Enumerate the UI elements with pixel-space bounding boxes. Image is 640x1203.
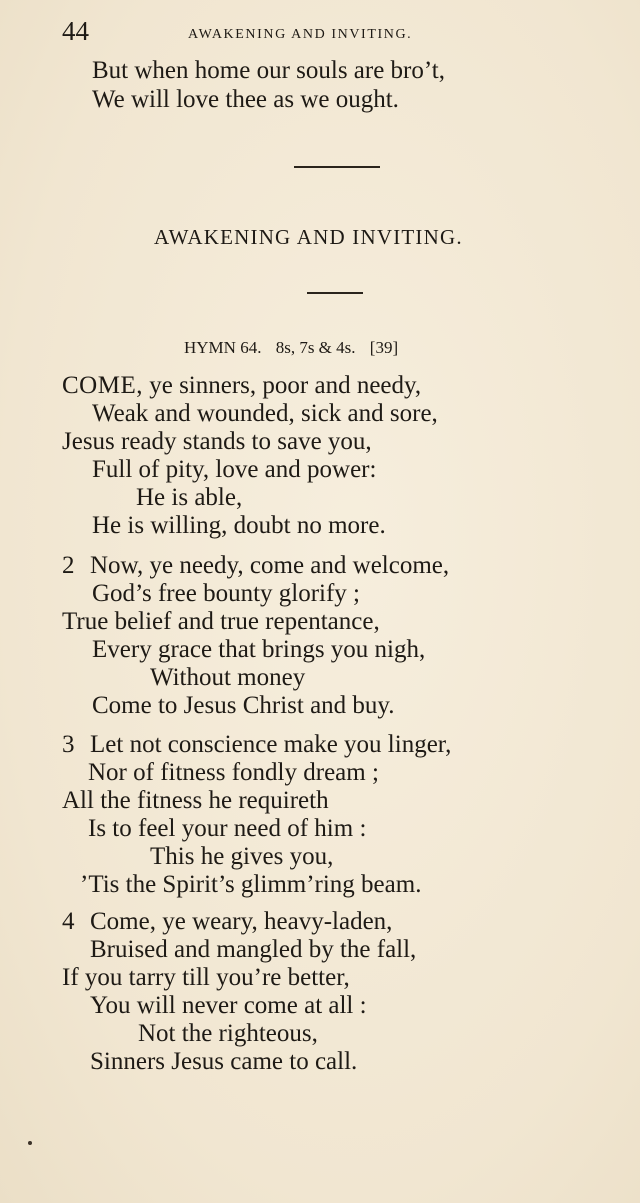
stanza-2-line-3: True belief and true repentance, [62,608,380,635]
running-head: AWAKENING AND INVITING. [188,27,413,42]
stanza-3-line-4: Is to feel your need of him : [88,815,367,842]
stanza-number: 4 [62,908,75,935]
divider-rule [294,166,380,168]
hymn-meter: 8s, 7s & 4s. [275,338,356,357]
stanza-1-line-6: He is willing, doubt no more. [92,512,386,539]
stanza-3-line-5: This he gives you, [150,843,334,870]
previous-hymn-line: But when home our souls are bro’t, [92,57,445,84]
stanza-3-line-2: Nor of fitness fondly dream ; [88,759,379,786]
paper-speck [28,1141,32,1145]
hymn-tune-ref: [39] [369,338,399,357]
stanza-2-line-2: God’s free bounty glorify ; [92,580,361,607]
stanza-4-line-3: If you tarry till you’re better, [62,964,350,991]
page-number: 44 [62,16,89,46]
stanza-1-line-2: Weak and wounded, sick and sore, [92,400,438,427]
hymn-first-word: COME, [62,372,143,399]
stanza-2-line-4: Every grace that brings you nigh, [92,636,426,663]
stanza-2-line-5: Without money [150,664,306,691]
stanza-1-line-4: Full of pity, love and power: [92,456,377,483]
stanza-1-line-1: COME, ye sinners, poor and needy, [62,372,422,399]
stanza-4-line-4: You will never come at all : [90,992,367,1019]
section-title: AWAKENING AND INVITING. [154,225,463,249]
stanza-4-line-6: Sinners Jesus came to call. [90,1048,358,1075]
previous-hymn-line: We will love thee as we ought. [92,86,399,113]
stanza-3-line-6: ’Tis the Spirit’s glimm’ring beam. [80,871,422,898]
hymn-header [184,337,408,359]
stanza-1-line-3: Jesus ready stands to save you, [62,428,372,455]
stanza-4-line-1: 4 Come, ye weary, heavy-laden, [62,908,393,935]
stanza-4-line-5: Not the righteous, [138,1020,318,1047]
hymn-label: HYMN 64. [184,338,262,357]
stanza-number: 3 [62,731,75,758]
stanza-2-line-1: 2 Now, ye needy, come and welcome, [62,552,450,579]
stanza-3-line-1: 3 Let not conscience make you linger, [62,731,452,758]
stanza-number: 2 [62,552,75,579]
stanza-1-line-5: He is able, [136,484,243,511]
stanza-3-line-3: All the fitness he requireth [62,787,329,814]
stanza-4-line-2: Bruised and mangled by the fall, [90,936,417,963]
divider-rule [307,292,363,294]
stanza-2-line-6: Come to Jesus Christ and buy. [92,692,395,719]
